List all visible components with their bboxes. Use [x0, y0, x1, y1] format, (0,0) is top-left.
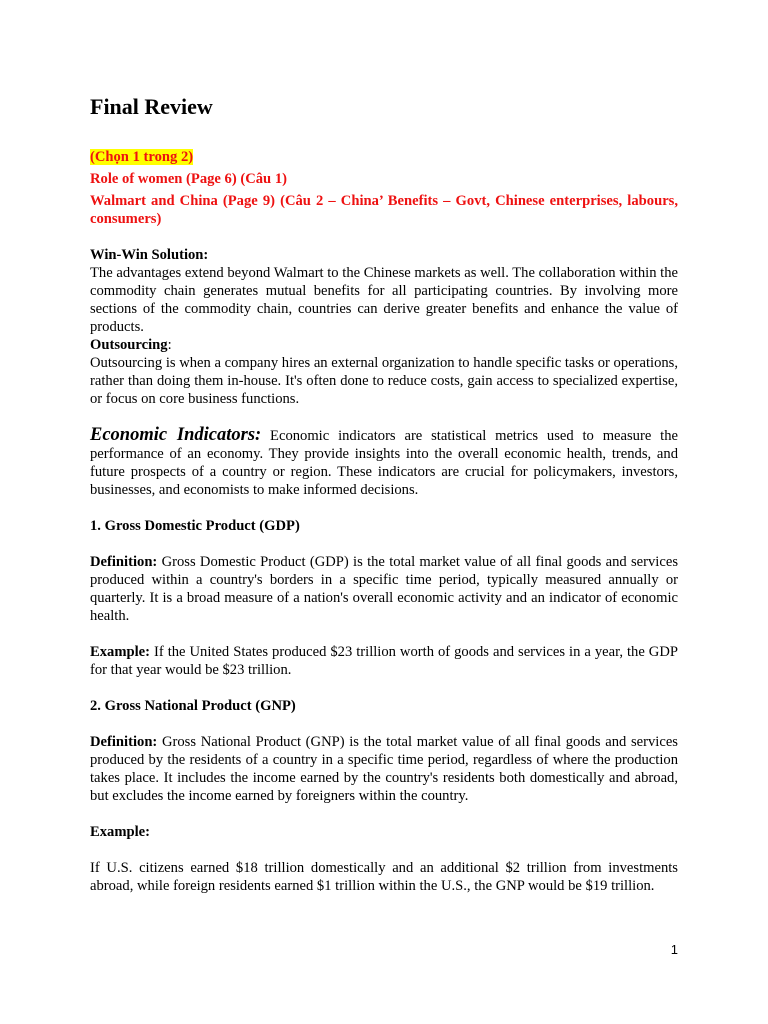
spacer [90, 841, 678, 859]
gdp-definition-label: Definition: [90, 554, 158, 570]
choice-note [90, 148, 678, 166]
outsourcing-text: Outsourcing is when a company hires an external organization to handle specific tasks or operations, rather than doing them in-house. It's often done to reduce costs, gain access to specialized expertise, or focus on core business functions. [90, 355, 678, 407]
win-win-text: The advantages extend beyond Walmart to the Chinese markets as well. The collaboration within the commodity chain generates mutual benefits for all participating countries. By involving more sections of the commodity chain, countries can derive greater benefits and enhance the value of products. [90, 265, 678, 335]
gnp-definition [90, 733, 678, 805]
spacer [90, 679, 678, 697]
spacer [90, 625, 678, 643]
page-title: Final Review [90, 94, 213, 119]
spacer [90, 408, 678, 426]
page-number: 1 [670, 942, 678, 957]
outsourcing-colon: : [167, 337, 172, 353]
spacer [90, 715, 678, 733]
choice-note-highlight: (Chọn 1 trong 2) [90, 149, 194, 165]
gnp-definition-label: Definition: [90, 734, 158, 750]
gdp-heading: 1. Gross Domestic Product (GDP) [90, 518, 300, 534]
spacer [90, 499, 678, 517]
economic-indicators-heading: Economic Indicators: [90, 425, 262, 445]
role-of-women-line: Role of women (Page 6) (Câu 1) [90, 171, 287, 187]
spacer [90, 805, 678, 823]
gnp-definition-text: Gross National Product (GNP) is the total market value of all final goods and services produced by the residents of a country in a specific time period, regardless of where the production takes place. It includes the income earned by the country's residents both domestically and abroad, but excludes the income earned by foreigners within the country. [90, 734, 678, 804]
gdp-example-label: Example: [90, 644, 150, 660]
outsourcing-heading: Outsourcing [90, 337, 168, 353]
gnp-heading: 2. Gross National Product (GNP) [90, 698, 296, 714]
outsourcing-heading-line [90, 336, 678, 354]
economic-indicators-text: Economic indicators are statistical metrics used to measure the performance of an economy. They provide insights into the overall economic health, trends, and future prospects of a country or region. These indicators are crucial for policymakers, investors, businesses, and economists to make informed decisions. [90, 428, 678, 498]
win-win-heading: Win-Win Solution: [90, 247, 209, 263]
gnp-example-label: Example: [90, 824, 150, 840]
economic-indicators-paragraph [90, 426, 678, 499]
gdp-example-text: If the United States produced $23 trillion worth of goods and services in a year, the GDP for that year would be $23 trillion. [90, 644, 678, 678]
spacer [90, 535, 678, 553]
gdp-definition-text: Gross Domestic Product (GDP) is the total market value of all final goods and services produced within a country's borders in a specific time period, typically measured annually or quarterly. It is a broad measure of a nation's overall economic activity and an indicator of economic health. [90, 554, 678, 624]
gdp-definition [90, 553, 678, 625]
gnp-example-text: If U.S. citizens earned $18 trillion domestically and an additional $2 trillion from investments abroad, while foreign residents earned $1 trillion within the U.S., the GNP would be $19 trillion. [90, 860, 678, 894]
walmart-china-line: Walmart and China (Page 9) (Câu 2 – China’ Benefits – Govt, Chinese enterprises, labours, consumers) [90, 193, 678, 227]
gdp-example [90, 643, 678, 679]
spacer [90, 228, 678, 246]
